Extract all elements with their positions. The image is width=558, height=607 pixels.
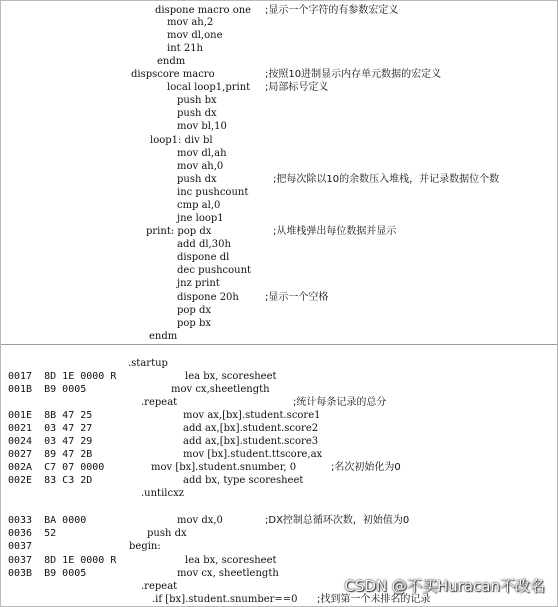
watermark: CSDN @不买Huracan不改名 [344, 577, 545, 595]
line-code: mov bl,10 [177, 121, 227, 132]
code-line [1, 435, 557, 448]
code-line [1, 448, 557, 461]
line-code: mov ah,0 [177, 161, 224, 172]
code-line [1, 317, 557, 330]
code-line [1, 16, 557, 29]
line-code: begin: [129, 541, 161, 552]
line-address: 001E 8B 47 25 [8, 410, 93, 421]
code-line [1, 186, 557, 199]
line-code: print: pop dx [146, 226, 212, 237]
code-line [1, 277, 557, 290]
code-line [1, 238, 557, 251]
line-comment: ;显示一个空格 [265, 292, 329, 303]
line-code: .if [bx].student.snumber==0 [152, 594, 298, 605]
code-line [1, 94, 557, 107]
line-code: pop dx [177, 305, 212, 316]
line-code: .startup [128, 358, 168, 369]
line-code: add dl,30h [177, 239, 231, 250]
line-code: dec pushcount [177, 265, 252, 276]
line-address: 0036 52 [8, 528, 57, 539]
code-line [1, 147, 557, 160]
code-line [1, 461, 557, 474]
line-code: lea bx, scoresheet [185, 371, 277, 382]
code-line [1, 29, 557, 42]
line-address: 001B B9 0005 [8, 384, 87, 395]
line-code: mov [bx].student.ttscore,ax [183, 449, 323, 460]
code-line [1, 514, 557, 527]
line-code: local loop1,print [167, 82, 251, 93]
code-line [1, 487, 557, 500]
line-address: 0027 89 47 2B [8, 449, 93, 460]
line-code: mov dl,one [167, 30, 223, 41]
code-line [1, 527, 557, 540]
line-address: 0024 03 47 29 [8, 436, 93, 447]
code-line [1, 199, 557, 212]
code-line [1, 383, 557, 396]
code-line [1, 55, 557, 68]
line-code: dispone macro one [155, 5, 252, 16]
code-line [1, 120, 557, 133]
line-code: .untilcxz [141, 488, 184, 499]
line-comment: ;按照10进制显示内存单元数据的宏定义 [265, 69, 442, 80]
section-divider [1, 344, 557, 345]
line-code: inc pushcount [177, 187, 249, 198]
line-address: 002A C7 07 0000 [8, 462, 105, 473]
code-line [1, 251, 557, 264]
line-code: dispscore macro [131, 69, 215, 80]
line-code: push bx [177, 95, 217, 106]
line-code: add ax,[bx].student.score2 [183, 423, 319, 434]
line-code: push dx [177, 108, 217, 119]
line-address: 0017 8D 1E 0000 R [8, 371, 117, 382]
code-line [1, 304, 557, 317]
code-line [1, 357, 557, 370]
code-line [1, 291, 557, 304]
assembly-listing [1, 1, 557, 606]
line-code: int 21h [167, 43, 204, 54]
line-code: dispone dl [177, 252, 230, 263]
line-address: 003B B9 0005 [8, 568, 87, 579]
line-code: .repeat [141, 397, 178, 408]
code-line [1, 173, 557, 186]
code-line [1, 264, 557, 277]
line-code: push dx [147, 528, 187, 539]
code-line [1, 68, 557, 81]
line-comment: ;显示一个字符的有参数宏定义 [265, 5, 399, 16]
line-code: endm [157, 56, 186, 67]
code-line [1, 396, 557, 409]
line-code: mov ax,[bx].student.score1 [183, 410, 321, 421]
line-comment: ;统计每条记录的总分 [293, 397, 387, 408]
line-code: mov cx,sheetlength [171, 384, 270, 395]
line-code: .repeat [141, 581, 178, 592]
line-code: jnz print [177, 278, 220, 289]
line-address: 002E 83 C3 2D [8, 475, 93, 486]
line-code: dispone 20h [177, 292, 239, 303]
code-line [1, 225, 557, 238]
line-address: 0021 03 47 27 [8, 423, 93, 434]
code-line [1, 81, 557, 94]
line-code: loop1: div bl [150, 135, 213, 146]
line-code: endm [149, 331, 178, 342]
line-code: jne loop1 [177, 213, 224, 224]
code-line [1, 474, 557, 487]
code-line [1, 409, 557, 422]
line-code: mov [bx].student.snumber, 0 [151, 462, 297, 473]
line-code: lea bx, scoresheet [185, 555, 277, 566]
code-line [1, 370, 557, 383]
line-code: mov cx, sheetlength [177, 568, 279, 579]
line-address: 0033 BA 0000 [8, 515, 87, 526]
line-comment: ;名次初始化为0 [331, 462, 401, 473]
line-code: mov dx,0 [177, 515, 223, 526]
line-comment: ;局部标号定义 [265, 82, 329, 93]
line-code: mov dl,ah [177, 148, 227, 159]
code-line [1, 212, 557, 225]
line-code: pop bx [177, 318, 212, 329]
code-line [1, 540, 557, 553]
line-code: push dx [177, 174, 217, 185]
line-comment: ;从堆栈弹出每位数据并显示 [273, 226, 397, 237]
line-comment: ;把每次除以10的余数压入堆栈，并记录数据位个数 [273, 174, 500, 185]
code-line [1, 422, 557, 435]
code-line [1, 330, 557, 343]
code-line [1, 107, 557, 120]
code-line [1, 160, 557, 173]
line-address: 0037 8D 1E 0000 R [8, 555, 117, 566]
code-line [1, 554, 557, 567]
line-code: mov ah,2 [167, 17, 214, 28]
line-comment: ;DX控制总循环次数，初始值为0 [265, 515, 410, 526]
line-code: add ax,[bx].student.score3 [183, 436, 319, 447]
line-address: 0037 [8, 541, 33, 552]
code-line [1, 42, 557, 55]
code-line [1, 134, 557, 147]
line-comment: ;找到第一个未排名的记录 [317, 594, 431, 605]
line-code: cmp al,0 [177, 200, 221, 211]
line-code: add bx, type scoresheet [183, 475, 304, 486]
